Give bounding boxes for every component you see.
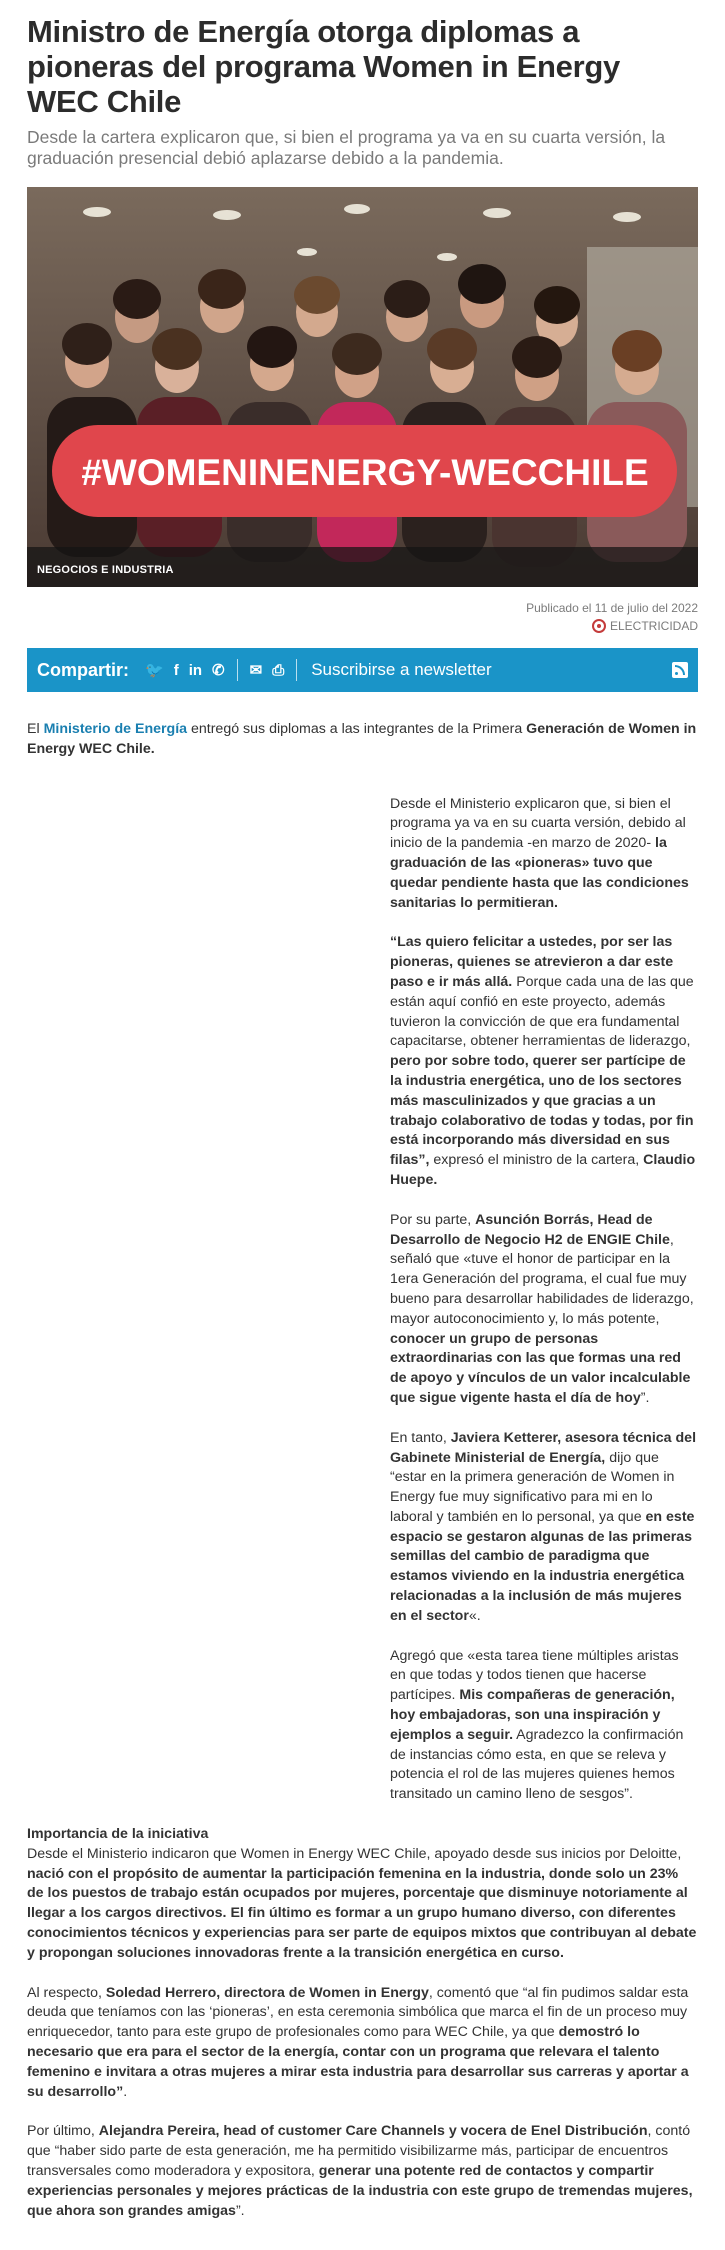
category-label: ELECTRICIDAD [609,619,698,633]
lead-text: entregó sus diplomas a las integrantes de la Primera [187,721,527,737]
hero-image [27,187,698,587]
bold-text: la graduación de las «pioneras» tuvo que quedar pendiente hasta que las condiciones sanitarias lo permitieran. [390,835,689,911]
share-divider [296,659,297,681]
bold-text: Soledad Herrero, directora de Women in Energy [105,1984,429,2001]
top-spacer [27,0,698,14]
published-date: Publicado el 11 de julio del 2022 [526,601,698,615]
text: «. [468,1607,481,1624]
bold-text: Claudio Huepe. [390,1152,696,1188]
text: Agregó que «esta tarea tiene múltiples aristas en que todas y todos tienen que hacerse partícipes. [390,1647,679,1704]
text: En tanto, [390,1429,451,1446]
bold-text: en este espacio se gestaron algunas de las primeras semillas del cambio de paradigma que estamos viviendo en la industria energética relacionadas a la inclusión de más mujeres en el sector [390,1508,695,1624]
lead-bold: Generación de Women in Energy WEC Chile. [27,721,697,757]
bold-text: Asunción Borrás, Head de Desarrollo de Negocio H2 de ENGIE Chile [390,1211,670,1248]
text: expresó el ministro de la cartera, [429,1152,644,1169]
bold-text: Mis compañeras de generación, hoy embajadoras, son una inspiración y ejemplos a seguir. [390,1687,675,1743]
linkedin-icon[interactable]: in [188,661,203,679]
article-subtitle: Desde la cartera explicaron que, si bien el programa ya va en su cuarta versión, la graduación presencial debió aplazarse debido a la pandemia. [27,127,666,168]
bold-text: Javiera Ketterer, asesora técnica del Gabinete Ministerial de Energía, [390,1429,697,1466]
body-paragraph-6 [27,1845,698,1964]
article-meta [27,599,698,638]
empty-left-column [27,795,390,1795]
text: Por su parte, [390,1211,476,1228]
category-tag[interactable] [592,617,698,635]
text: ”. [640,1389,650,1406]
text: dijo que “estar en la primera generación de Women in Energy fue muy significativo para mi en lo laboral y también en lo personal, ya que [390,1449,675,1525]
article-title: Ministro de Energía otorga diplomas a pioneras del programa Women in Energy WEC Chile [27,14,620,119]
hero-photo [27,187,698,587]
whatsapp-icon[interactable]: ✆ [212,662,225,679]
body-paragraph-7 [27,1984,698,2103]
ministerio-link[interactable]: Ministerio de Energía [43,721,188,737]
share-label: Compartir: [37,659,130,680]
text: Por último, [27,2123,99,2140]
text: , señaló que «tuve el honor de participar en la 1era Generación del programa, el cual fue muy bueno para desarrollar habilidades de liderazgo, mayor autoconocimiento y, lo más potente, [390,1231,694,1327]
rss-icon[interactable] [672,662,688,678]
hero-caption-label[interactable]: NEGOCIOS E INDUSTRIA [37,564,174,576]
facebook-icon[interactable]: f [173,661,179,679]
text: , contó que “haber sido parte de esta generación, me ha permitido visibilizarme más, participar de encuentros transversales como moderadora y expositora, [27,2123,691,2179]
article-body [27,795,698,2222]
text: ”. [235,2202,245,2219]
hero-caption [27,547,698,587]
text: Al respecto, [27,1984,106,2001]
print-icon[interactable]: ⎙ [272,661,285,679]
bold-text: demostró lo necesario que era para el sector de la energía, contar con un programa que relevara el talento femenino e invitara a otras mujeres a mirar esta industria para desarrollar sus carreras y aportar a su desarrollo” [27,2024,689,2100]
bold-text: generar una potente red de contactos y compartir experiencias personales y mejores prácticas de la industria con este grupo de tremendas mujeres, que ahora son grandes amigas [27,2163,693,2219]
share-divider [237,659,238,681]
bold-text: conocer un grupo de personas extraordinarias con las que formas una red de apoyo y vínculos de un valor incalculable que sigue vigente hasta el día de hoy [390,1330,691,1406]
hero-banner-text: #WOMENINENERGY-WECCHILE [81,452,649,493]
text: , comentó que “al fin pudimos saldar esta deuda que teníamos con las ‘pioneras’, en esta ceremonia simbólica que marca el fin de un proceso muy enriquecedor, tanto para este grupo de profesionales como para WEC Chile, ya que [27,1984,689,2041]
lead-text: El [27,721,44,737]
lightning-icon [592,619,606,633]
newsletter-link[interactable]: Suscribirse a newsletter [311,660,492,679]
text: Agradezco la confirmación de instancias cómo esta, en que se releva y potencia el rol de las mujeres quienes hemos transitado un camino lleno de sesgos”. [390,1726,684,1803]
bold-text: nació con el propósito de aumentar la participación femenina en la industria, donde solo un 23% de los puestos de trabajo están ocupados por mujeres, porcentaje que disminuye notoriamente al llegar a los cargos directivos. El fin último es formar a un grupo humano diverso, con diferentes conocimientos técnicos y experiencias para ser parte de equipos mixtos que contribuyan al debate y propongan soluciones innovadoras frente a la transición energética en curso. [27,1865,697,1961]
text: Porque cada una de las que están aquí confió en este proyecto, además tuvieron la convicción de que era fundamental capacitarse, obtener herramientas de liderazgo, [390,973,694,1050]
section-heading: Importancia de la iniciativa [27,1826,209,1843]
bold-text: “Las quiero felicitar a ustedes, por ser las pioneras, quienes se atrevieron a dar este paso e ir más allá. [390,934,674,990]
bold-text: Alejandra Pereira, head of customer Care Channels y vocera de Enel Distribución [98,2123,648,2140]
text: Desde el Ministerio explicaron que, si bien el programa ya va en su cuarta versión, debido al inicio de la pandemia -en marzo de 2020- [390,795,686,852]
bold-text: pero por sobre todo, querer ser partícipe de la industria energética, uno de los sectores más masculinizados y que gracias a un trabajo colaborativo de todas y todas, por fin está incorporando más diversidad en sus filas”, [390,1053,694,1169]
text: Desde el Ministerio indicaron que Women in Energy WEC Chile, apoyado desde sus inicios por Deloitte, [27,1845,682,1862]
email-icon[interactable]: ✉ [249,662,263,679]
body-paragraph-8 [27,2122,698,2221]
share-bar [27,648,698,692]
lead-paragraph [27,720,698,760]
text: . [123,2083,128,2100]
twitter-icon[interactable]: 🐦 [145,662,164,679]
